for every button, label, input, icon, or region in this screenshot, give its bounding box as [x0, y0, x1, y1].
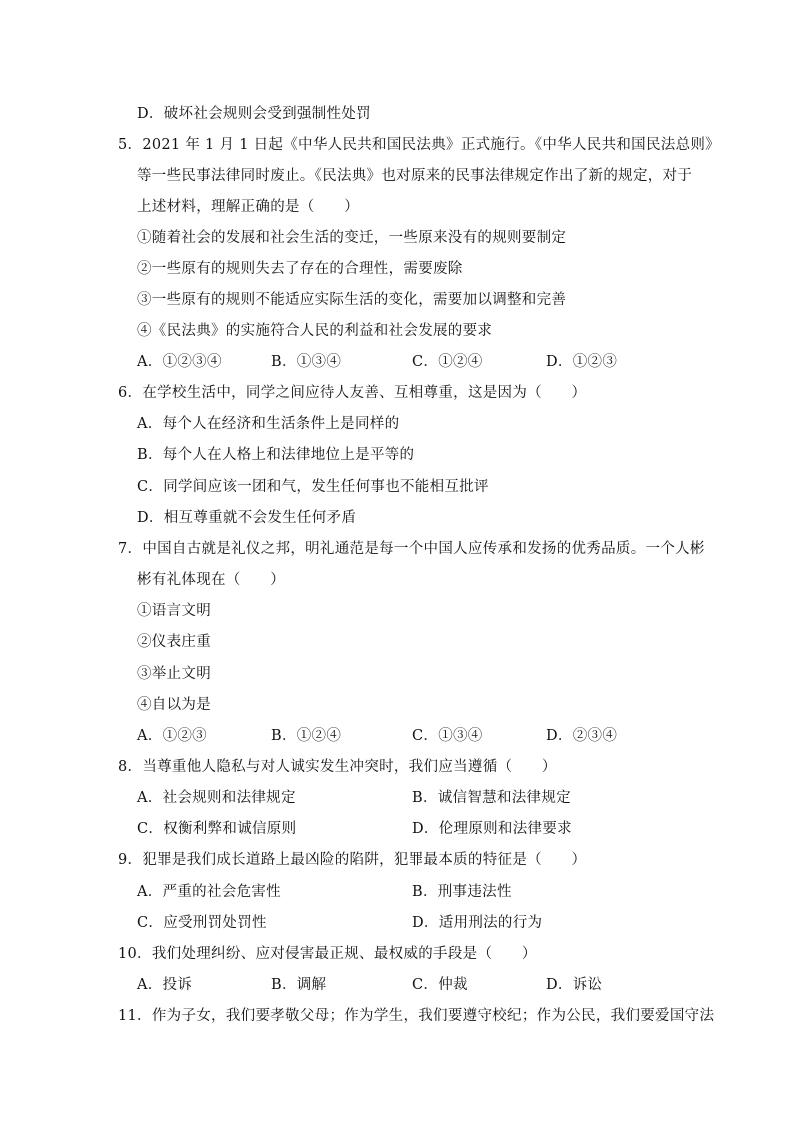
q8-option-a: A．社会规则和法律规定: [137, 790, 296, 806]
q11-stem: 11．作为子女，我们要孝敬父母；作为学生，我们要遵守校纪；作为公民，我们要爱国守法: [118, 1008, 715, 1024]
q7-option-d: D．②③④: [546, 728, 618, 744]
q8-stem: 8．当尊重他人隐私与对人诚实发生冲突时，我们应当遵循（ ）: [118, 759, 557, 775]
q5-item-1: ①随着社会的发展和社会生活的变迁，一些原来没有的规则要制定: [137, 230, 567, 246]
q8-option-b: B．诚信智慧和法律规定: [412, 790, 571, 806]
q9-option-c: C．应受刑罚处罚性: [137, 915, 267, 931]
q6-option-a: A．每个人在经济和生活条件上是同样的: [137, 416, 400, 432]
q7-option-a: A．①②③: [137, 728, 207, 744]
q10-option-a: A．投诉: [137, 977, 193, 993]
q7-option-c: C．①③④: [412, 728, 483, 744]
q7-stem-line-2: 彬有礼体现在（ ）: [137, 572, 285, 588]
q9-option-a: A．严重的社会危害性: [137, 884, 281, 900]
q5-option-c: C．①②④: [412, 354, 483, 370]
q10-option-d: D．诉讼: [546, 977, 603, 993]
q5-option-d: D．①②③: [546, 354, 618, 370]
q7-item-4: ④自以为是: [137, 697, 211, 713]
q7-item-1: ①语言文明: [137, 603, 211, 619]
q9-option-d: D．适用刑法的行为: [412, 915, 543, 931]
q10-stem: 10．我们处理纠纷、应对侵害最正规、最权威的手段是（ ）: [118, 946, 537, 962]
q10-option-b: B．调解: [271, 977, 327, 993]
q7-option-b: B．①②④: [271, 728, 342, 744]
q5-option-a: A．①②③④: [137, 354, 222, 370]
q5-item-3: ③一些原有的规则不能适应实际生活的变化，需要加以调整和完善: [137, 292, 567, 308]
q9-stem: 9．犯罪是我们成长道路上最凶险的陷阱，犯罪最本质的特征是（ ）: [118, 852, 587, 868]
q6-stem: 6．在学校生活中，同学之间应待人友善、互相尊重，这是因为（ ）: [118, 385, 587, 401]
q5-item-4: ④《民法典》的实施符合人民的利益和社会发展的要求: [137, 323, 493, 339]
q7-item-3: ③举止文明: [137, 666, 211, 682]
q6-option-c: C．同学间应该一团和气，发生任何事也不能相互批评: [137, 479, 489, 495]
q6-option-d: D．相互尊重就不会发生任何矛盾: [137, 510, 357, 526]
q6-option-b: B．每个人在人格上和法律地位上是平等的: [137, 447, 415, 463]
q5-stem-line-2: 等一些民事法律同时废止。《民法典》也对原来的民事法律规定作出了新的规定，对于: [137, 168, 693, 184]
q4-option-d: D．破坏社会规则会受到强制性处罚: [137, 106, 371, 122]
q5-option-b: B．①③④: [271, 354, 342, 370]
q8-option-c: C．权衡利弊和诚信原则: [137, 821, 297, 837]
q10-option-c: C．仲裁: [412, 977, 468, 993]
q7-stem-line-1: 7．中国自古就是礼仪之邦，明礼通范是每一个中国人应传承和发扬的优秀品质。一个人彬: [118, 541, 705, 557]
q5-item-2: ②一些原有的规则失去了存在的合理性，需要废除: [137, 261, 463, 277]
q9-option-b: B．刑事违法性: [412, 884, 512, 900]
q5-stem-line-3: 上述材料，理解正确的是（ ）: [137, 199, 359, 215]
q8-option-d: D．伦理原则和法律要求: [412, 821, 572, 837]
q5-stem-line-1: 5．2021 年 1 月 1 日起《中华人民共和国民法典》正式施行。《中华人民共和国民法总则》: [118, 137, 720, 153]
q7-item-2: ②仪表庄重: [137, 634, 211, 650]
